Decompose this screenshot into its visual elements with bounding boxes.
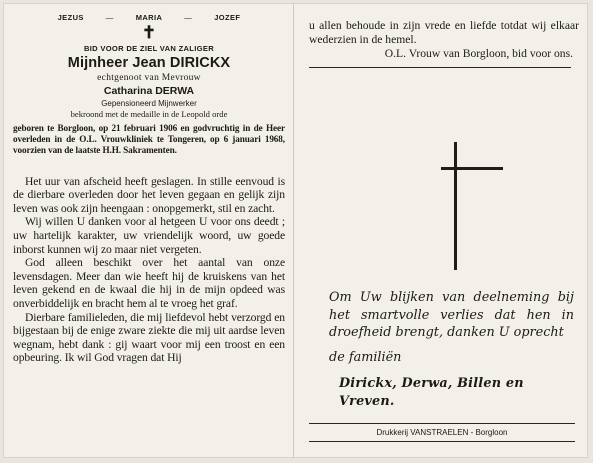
closing-text: u allen behoude in zijn vrede en liefde totdat wij elkaar wederzien in de hemel. (309, 19, 579, 46)
divider (309, 441, 575, 442)
paragraph: Het uur van afscheid heeft geslagen. In stille eenvoud is de dierbare overleden door het leven gegaan en gelijk zijn leven was ook zijn heengaan : onopgemerkt, stil en zacht. (13, 174, 285, 215)
paragraph: Wij willen U danken voor al hetgeen U voor ons deedt ; uw hartelijk karakter, uw vriendelijk woord, uw goede inborst kunnen wij zo maar niet vergeten. (13, 215, 285, 256)
spouse-name: Catharina DERWA (103, 85, 195, 97)
paragraph: Dierbare familieleden, die mij liefdevol hebt verzorgd en bijgestaan bij de enige zware ziekte die mij uit aardse leven wegnam, hebt dank : gij waart voor mij een troost en een opbeuring. Ik wil God vragen dat Hij (13, 310, 285, 365)
name-jozef: JOZEF (214, 13, 241, 22)
prayer-heading: BID VOOR DE ZIEL VAN ZALIGER (83, 44, 215, 53)
separator: — (184, 13, 193, 22)
divider (309, 423, 575, 424)
spouse-line: echtgenoot van Mevrouw (97, 73, 201, 83)
name-maria: MARIA (135, 13, 163, 22)
name-jezus: JEZUS (57, 13, 84, 22)
holy-names (13, 13, 285, 22)
divider (309, 67, 571, 68)
biography: geboren te Borgloon, op 21 februari 1906 en godvruchtig in de Heer overleden in de O.L. Vrouwkliniek te Tongeren, op 6 januari 1968, voorzien van de laatste H.H. Sakramenten. (13, 123, 285, 156)
occupation: Gepensioneerd Mijnwerker (101, 99, 197, 108)
honor: bekroond met de medaille in de Leopold orde (70, 109, 228, 119)
separator: — (105, 13, 114, 22)
large-cross-icon (441, 142, 505, 272)
family-label: de familiën (329, 350, 402, 365)
deceased-name: Mijnheer Jean DIRICKX (67, 55, 231, 71)
cross-icon: ✝ (141, 23, 157, 42)
paragraph: God alleen beschikt over het aantal van onze levensdagen. Meer dan wie heeft hij de kruiskens van het leven gekend en de kwaal die hij in de mijn opdeed was onverbiddelijk en bracht hem al te vroeg het graf. (13, 256, 285, 310)
farewell-text (13, 175, 285, 365)
prayer-line: O.L. Vrouw van Borgloon, bid voor ons. (384, 47, 573, 61)
family-names: Dirickx, Derwa, Billen en Vreven. (339, 376, 524, 409)
cross-horizontal (441, 167, 503, 170)
printer-name: Drukkerij VANSTRAELEN - Borgloon (376, 428, 508, 437)
left-panel (13, 9, 285, 365)
memorial-card (3, 3, 588, 458)
condolence-text: Om Uw blijken van deelneming bij het smartvolle verlies dat hen in droefheid brengt, danken U oprecht (329, 290, 574, 341)
printer-credit (309, 423, 575, 442)
right-panel (309, 9, 579, 437)
card-fold (293, 3, 294, 458)
cross-vertical (454, 142, 457, 270)
